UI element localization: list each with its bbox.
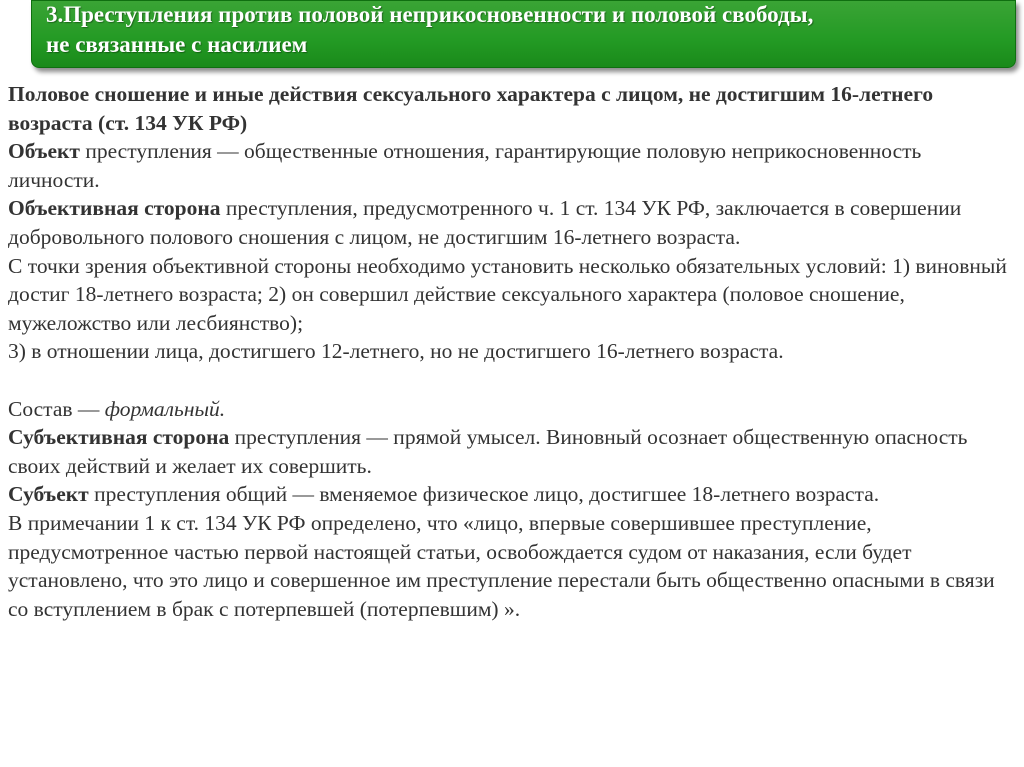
object-text: преступления — общественные отношения, гарантирующие половую неприкосновенность личности. [8, 139, 922, 192]
subjective-side-term: Субъективная сторона [8, 425, 230, 450]
object-paragraph [8, 137, 1013, 194]
blank-line [8, 366, 1013, 395]
subjective-side-text: преступления — прямой умысел. Виновный осознает общественную опасность своих действий и желает их совершить. [8, 425, 968, 478]
objective-side-paragraph [8, 194, 1013, 251]
composition-value: формальный. [104, 396, 226, 421]
slide-title-line-1: 3.Преступления против половой неприкосновенности и половой свободы, [46, 2, 814, 27]
condition-3-paragraph: 3) в отношении лица, достигшего 12-летнего, но не достигшего 16-летнего возраста. [8, 339, 784, 364]
objective-side-text: преступления, предусмотренного ч. 1 ст. 134 УК РФ, заключается в совершении добровольного полового сношения с лицом, не достигшим 16-летнего возраста. [8, 196, 962, 249]
subject-term: Субъект [8, 482, 89, 507]
subject-paragraph [8, 480, 1013, 509]
objective-side-term: Объективная сторона [8, 196, 221, 221]
article-heading: Половое сношение и иные действия сексуального характера с лицом, не достигшим 16-летнего возраста (ст. 134 УК РФ) [8, 82, 934, 135]
slide-body [8, 80, 1013, 623]
conditions-paragraph: С точки зрения объективной стороны необходимо установить несколько обязательных условий: 1) виновный достиг 18-летнего возраста; 2) он совершил действие сексуального характера (половое сношение, мужеложство или лесбиянство); [8, 253, 1007, 335]
object-term: Объект [8, 139, 80, 164]
subjective-side-paragraph [8, 423, 1013, 480]
composition-prefix: Состав — [8, 396, 105, 421]
composition-paragraph [8, 395, 1013, 424]
slide-title [46, 0, 1011, 60]
slide-title-line-2: не связанные с насилием [46, 32, 308, 57]
note-paragraph: В примечании 1 к ст. 134 УК РФ определено, что «лицо, впервые совершившее преступление, предусмотренное частью первой настоящей статьи, освобождается судом от наказания, если будет установлено, что это лицо и совершенное им преступление перестали быть общественно опасными в связи со вступлением в брак с потерпевшей (потерпевшим) ». [8, 510, 995, 621]
subject-text: преступления общий — вменяемое физическое лицо, достигшее 18-летнего возраста. [88, 482, 880, 507]
